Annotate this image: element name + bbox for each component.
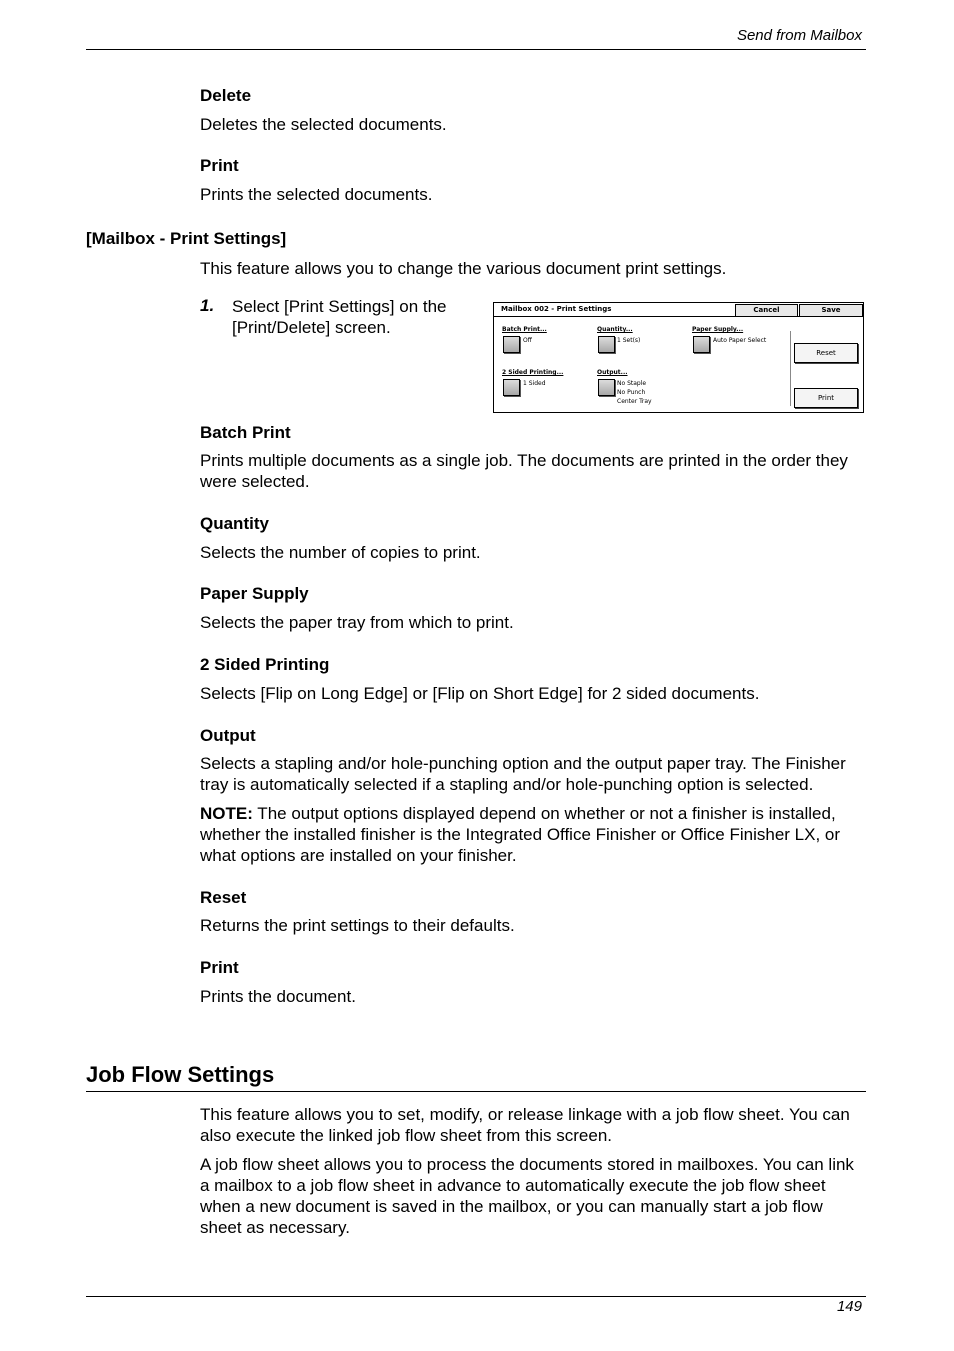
running-footer — [86, 1296, 866, 1315]
job-flow-heading: Job Flow Settings — [86, 1062, 275, 1087]
quantity-value: 1 Set(s) — [617, 337, 641, 344]
two-sided-label: 2 Sided Printing... — [502, 369, 564, 376]
paper-supply-heading: Paper Supply — [200, 584, 309, 603]
print-settings-screen — [493, 302, 864, 413]
output-value-1: No Staple — [617, 380, 647, 387]
job-flow-p2-1: A job flow sheet allows you to process the documents stored in mailboxes. You can link — [200, 1155, 854, 1174]
reset-button[interactable]: Reset — [794, 343, 858, 363]
job-flow-p1-2: also execute the linked job flow sheet from this screen. — [200, 1126, 612, 1145]
screen-title-bar — [494, 303, 863, 317]
two-sided-heading: 2 Sided Printing — [200, 655, 330, 674]
output-value-3: Center Tray — [617, 398, 652, 405]
batch-print-text-2: were selected. — [200, 472, 310, 491]
output-text-2: tray is automatically selected if a stapling and/or hole-punching option is selected. — [200, 775, 814, 794]
note-label: NOTE: — [200, 804, 253, 823]
job-flow-p1-1: This feature allows you to set, modify, or release linkage with a job flow sheet. You can — [200, 1105, 850, 1124]
print-button[interactable]: Print — [794, 388, 858, 408]
quantity-text: Selects the number of copies to print. — [200, 543, 481, 562]
note-text-1: The output options displayed depend on whether or not a finisher is installed, — [252, 804, 836, 823]
quantity-button[interactable] — [598, 336, 615, 353]
output-button[interactable] — [598, 379, 615, 396]
reset-text: Returns the print settings to their defaults. — [200, 916, 515, 935]
batch-print-text-1: Prints multiple documents as a single job. The documents are printed in the order they — [200, 451, 848, 470]
two-sided-value: 1 Sided — [523, 380, 546, 387]
step-text-1: Select [Print Settings] on the — [232, 297, 447, 316]
batch-print-heading: Batch Print — [200, 423, 291, 442]
print-heading: Print — [200, 156, 239, 175]
delete-heading: Delete — [200, 86, 252, 105]
quantity-heading: Quantity — [200, 514, 269, 533]
paper-supply-button[interactable] — [693, 336, 710, 353]
step-number: 1. — [200, 296, 215, 315]
paper-supply-text: Selects the paper tray from which to print. — [200, 613, 514, 632]
output-note-2: whether the installed finisher is the Integrated Office Finisher or Office Finisher LX, or — [200, 825, 841, 844]
two-sided-text: Selects [Flip on Long Edge] or [Flip on Short Edge] for 2 sided documents. — [200, 684, 760, 703]
output-value-2: No Punch — [617, 389, 646, 396]
job-flow-p2-2: a mailbox to a job flow sheet in advance to automatically execute the job flow sheet — [200, 1176, 826, 1195]
batch-print-label: Batch Print... — [502, 326, 547, 333]
print-document-text: Prints the document. — [200, 987, 356, 1006]
job-flow-p2-3: when a new document is saved in the mailbox, or you can manually start a job flow — [200, 1197, 823, 1216]
save-button[interactable]: Save — [799, 304, 863, 317]
screen-title: Mailbox 002 - Print Settings — [501, 305, 612, 313]
page-number: 149 — [836, 1298, 862, 1315]
job-flow-p2-4: sheet as necessary. — [200, 1218, 350, 1237]
print-document-heading: Print — [200, 958, 239, 977]
quantity-label: Quantity... — [597, 326, 633, 333]
header-title: Send from Mailbox — [736, 27, 862, 44]
mailbox-print-settings-heading: [Mailbox - Print Settings] — [86, 229, 287, 248]
print-text: Prints the selected documents. — [200, 185, 433, 204]
running-header — [86, 28, 866, 50]
reset-heading: Reset — [200, 888, 247, 907]
screen-divider — [790, 331, 791, 406]
batch-print-button[interactable] — [503, 336, 520, 353]
output-note-1 — [200, 803, 836, 824]
paper-supply-label: Paper Supply... — [692, 326, 744, 333]
job-flow-rule — [86, 1091, 866, 1092]
mailbox-print-settings-intro: This feature allows you to change the various document print settings. — [200, 259, 727, 278]
cancel-button[interactable]: Cancel — [735, 304, 798, 317]
delete-text: Deletes the selected documents. — [200, 115, 447, 134]
batch-print-value: Off — [523, 337, 532, 344]
output-note-3: what options are installed on your finisher. — [200, 846, 517, 865]
output-label: Output... — [597, 369, 628, 376]
output-text-1: Selects a stapling and/or hole-punching option and the output paper tray. The Finisher — [200, 754, 846, 773]
paper-supply-value: Auto Paper Select — [713, 337, 767, 344]
two-sided-button[interactable] — [503, 379, 520, 396]
step-text-2: [Print/Delete] screen. — [232, 318, 391, 337]
output-heading: Output — [200, 726, 256, 745]
